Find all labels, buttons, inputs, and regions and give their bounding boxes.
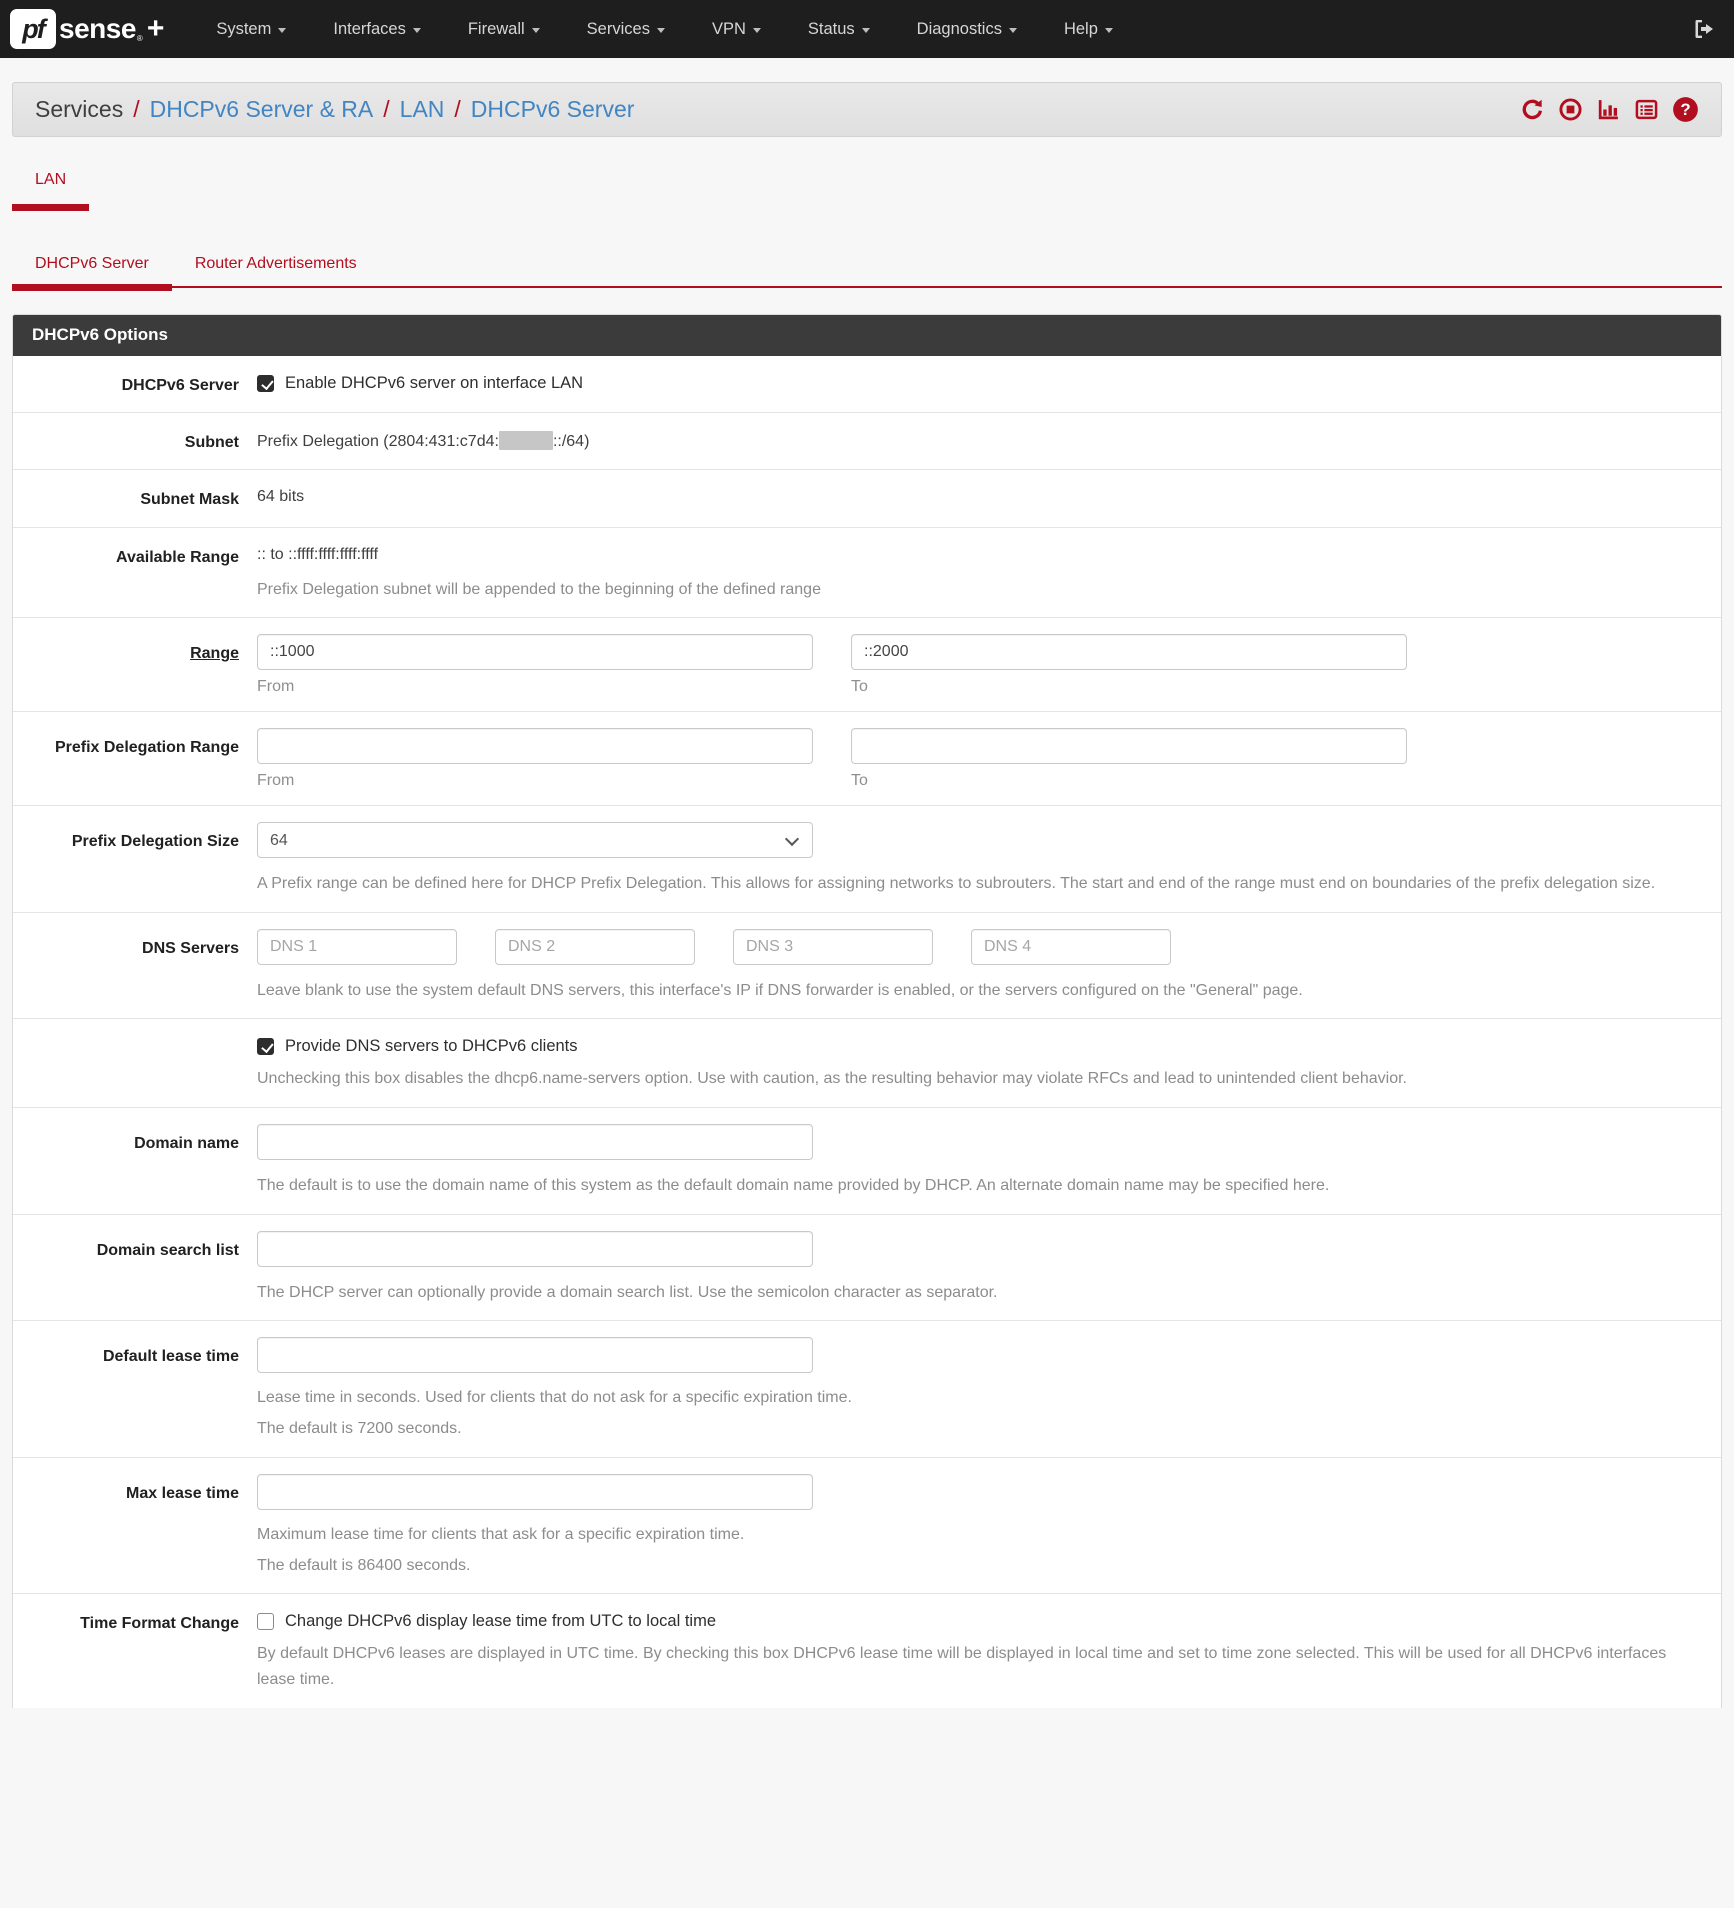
subnet-mask-value: 64 bits — [257, 488, 305, 506]
subnet-value — [257, 429, 1703, 451]
row-label: Domain name — [134, 1134, 239, 1152]
top-navbar — [0, 0, 1734, 58]
dns1-input[interactable] — [257, 929, 457, 965]
dhcpv6-options-panel — [12, 314, 1722, 1708]
chevron-down-icon — [862, 28, 870, 33]
nav-item-help[interactable] — [1064, 20, 1113, 39]
available-range-help: Prefix Delegation subnet will be appended to the beginning of the defined range — [257, 580, 821, 598]
provide-dns-help: Unchecking this box disables the dhcp6.name-servers option. Use with caution, as the resulting behavior may violate RFCs and lead to unintended client behavior. — [257, 1070, 1407, 1088]
dhcpv6-sub-tabs — [12, 255, 1722, 288]
breadcrumb-separator: / — [454, 96, 461, 122]
row-max-lease-time — [13, 1457, 1721, 1594]
tab-dhcpv6-server[interactable] — [12, 255, 172, 286]
row-label: Default lease time — [102, 1348, 239, 1366]
breadcrumb — [35, 96, 634, 123]
pd-range-from-input[interactable] — [257, 728, 813, 764]
enable-dhcpv6-checkbox-label[interactable]: Enable DHCPv6 server on interface LAN — [285, 374, 584, 392]
chevron-down-icon — [753, 28, 761, 33]
available-range-value: :: to ::ffff:ffff:ffff:ffff — [257, 545, 379, 563]
range-from-input[interactable] — [257, 634, 813, 670]
row-label: Max lease time — [126, 1484, 239, 1502]
nav-item-status[interactable] — [808, 20, 870, 39]
row-domain-name — [13, 1107, 1721, 1214]
tab-dhcpv6-server-label: DHCPv6 Server — [35, 255, 149, 272]
breadcrumb-link-lan[interactable]: LAN — [399, 96, 445, 122]
redacted-box — [499, 431, 553, 450]
breadcrumb-link-dhcpv6-server-ra[interactable]: DHCPv6 Server & RA — [149, 96, 374, 122]
dns-servers-help: Leave blank to use the system default DNS servers, this interface's IP if DNS forwarder is enabled, or the servers configured on the "General" page. — [257, 981, 1303, 999]
brand-plus: + — [146, 12, 165, 45]
subnet-value-prefix: Prefix Delegation (2804:431:c7d4: — [257, 433, 499, 451]
row-label: DHCPv6 Server — [121, 377, 239, 394]
tab-lan-label: LAN — [35, 171, 67, 188]
breadcrumb-panel — [12, 82, 1722, 137]
prefix-delegation-size-select[interactable] — [257, 822, 813, 858]
row-dhcpv6-server — [13, 356, 1721, 412]
time-format-checkbox-label[interactable]: Change DHCPv6 display lease time from UTC to local time — [285, 1612, 716, 1631]
nav-item-services[interactable] — [587, 20, 665, 39]
nav-item-label: Status — [807, 19, 855, 38]
pfsense-logo[interactable] — [10, 9, 164, 49]
chevron-down-icon — [532, 28, 540, 33]
subnet-value-suffix: ::/64) — [552, 433, 590, 451]
nav-item-firewall[interactable] — [468, 20, 540, 39]
time-format-checkbox[interactable] — [257, 1613, 274, 1630]
default-lease-help-2: The default is 7200 seconds. — [257, 1419, 462, 1437]
row-subnet-mask — [13, 469, 1721, 526]
tab-router-advertisements-label: Router Advertisements — [194, 255, 357, 272]
range-to-input[interactable] — [851, 634, 1407, 670]
help-icon[interactable] — [1672, 96, 1699, 123]
row-label: Time Format Change — [80, 1615, 239, 1633]
dns3-input[interactable] — [733, 929, 933, 965]
chevron-down-icon — [657, 28, 665, 33]
nav-item-label: System — [216, 19, 272, 38]
default-lease-help-1: Lease time in seconds. Used for clients that do not ask for a specific expiration time. — [257, 1389, 852, 1407]
row-provide-dns — [13, 1018, 1721, 1107]
sign-out-icon[interactable] — [1692, 17, 1716, 41]
breadcrumb-link-dhcpv6-server[interactable]: DHCPv6 Server — [470, 96, 635, 122]
chevron-down-icon — [278, 28, 286, 33]
brand-sense: sense — [59, 13, 136, 44]
row-domain-search-list — [13, 1214, 1721, 1321]
max-lease-help-1: Maximum lease time for clients that ask for a specific expiration time. — [257, 1525, 745, 1543]
nav-item-diagnostics[interactable] — [917, 20, 1017, 39]
nav-item-vpn[interactable] — [712, 20, 761, 39]
dns2-input[interactable] — [495, 929, 695, 965]
status-chart-icon[interactable] — [1596, 97, 1621, 122]
interface-tabs — [12, 171, 1722, 211]
pfsense-logo-box — [10, 9, 56, 49]
provide-dns-checkbox-label[interactable]: Provide DNS servers to DHCPv6 clients — [285, 1037, 578, 1056]
row-subnet — [13, 412, 1721, 469]
row-available-range — [13, 527, 1721, 618]
nav-item-label: Help — [1063, 19, 1098, 38]
row-label: Range — [190, 645, 239, 663]
domain-name-help: The default is to use the domain name of this system as the default domain name provided by DHCP. An alternate domain name may be specified here. — [257, 1176, 1330, 1194]
row-label: Domain search list — [96, 1241, 239, 1259]
chevron-down-icon — [413, 28, 421, 33]
nav-menu — [216, 20, 1692, 39]
row-time-format-change — [13, 1593, 1721, 1707]
max-lease-help-2: The default is 86400 seconds. — [257, 1556, 471, 1574]
row-label: Available Range — [115, 548, 239, 566]
row-dns-servers — [13, 912, 1721, 1019]
prefix-delegation-size-select-wrap — [257, 822, 813, 858]
log-list-icon[interactable] — [1634, 97, 1659, 122]
pd-range-from-caption: From — [257, 772, 295, 790]
domain-search-list-input[interactable] — [257, 1231, 813, 1267]
dns4-input[interactable] — [971, 929, 1171, 965]
panel-title: DHCPv6 Options — [13, 315, 1721, 356]
nav-item-interfaces[interactable] — [333, 20, 420, 39]
tab-lan[interactable] — [12, 171, 89, 211]
max-lease-time-input[interactable] — [257, 1474, 813, 1510]
chevron-down-icon — [1009, 28, 1017, 33]
row-default-lease-time — [13, 1320, 1721, 1457]
row-prefix-delegation-size — [13, 805, 1721, 912]
tab-router-advertisements[interactable] — [172, 255, 380, 286]
breadcrumb-section: Services — [35, 96, 124, 122]
domain-name-input[interactable] — [257, 1124, 813, 1160]
pd-range-to-input[interactable] — [851, 728, 1407, 764]
svg-text:?: ? — [1680, 100, 1691, 120]
enable-dhcpv6-checkbox[interactable] — [257, 375, 274, 392]
chevron-down-icon — [1105, 28, 1113, 33]
provide-dns-checkbox[interactable] — [257, 1038, 274, 1055]
stop-service-icon[interactable] — [1558, 97, 1583, 122]
row-label: Prefix Delegation Size — [71, 833, 239, 851]
row-label: DNS Servers — [142, 939, 239, 957]
breadcrumb-separator: / — [133, 96, 140, 122]
range-from-caption: From — [257, 678, 295, 696]
time-format-help: By default DHCPv6 leases are displayed in UTC time. By checking this box DHCPv6 lease time will be displayed in local time and set to time zone selected. This will be used for all DHCPv6 interfaces lease time. — [257, 1645, 1667, 1688]
row-label: Prefix Delegation Range — [54, 739, 239, 757]
nav-item-label: Firewall — [467, 19, 525, 38]
brand-pf: pf — [22, 13, 44, 44]
row-label — [13, 1035, 239, 1092]
row-prefix-delegation-range — [13, 711, 1721, 805]
nav-item-label: Interfaces — [333, 19, 406, 38]
breadcrumb-separator: / — [383, 96, 390, 122]
nav-item-label: Diagnostics — [916, 19, 1002, 38]
nav-item-label: VPN — [711, 19, 746, 38]
pd-range-to-caption: To — [851, 772, 868, 790]
brand-registered-mark: ® — [136, 34, 143, 43]
active-tab-underline — [12, 204, 89, 211]
row-label: Subnet Mask — [140, 491, 239, 509]
restart-service-icon[interactable] — [1520, 97, 1545, 122]
prefix-delegation-size-help: A Prefix range can be defined here for DHCP Prefix Delegation. This allows for assigning networks to subrouters. The start and end of the range must end on boundaries of the prefix delegation size. — [257, 875, 1656, 893]
default-lease-time-input[interactable] — [257, 1337, 813, 1373]
range-to-caption: To — [851, 678, 868, 696]
row-label: Subnet — [184, 434, 239, 452]
nav-item-system[interactable] — [216, 20, 286, 39]
nav-item-label: Services — [586, 19, 650, 38]
domain-search-list-help: The DHCP server can optionally provide a domain search list. Use the semicolon character as separator. — [257, 1283, 998, 1301]
row-range — [13, 617, 1721, 711]
